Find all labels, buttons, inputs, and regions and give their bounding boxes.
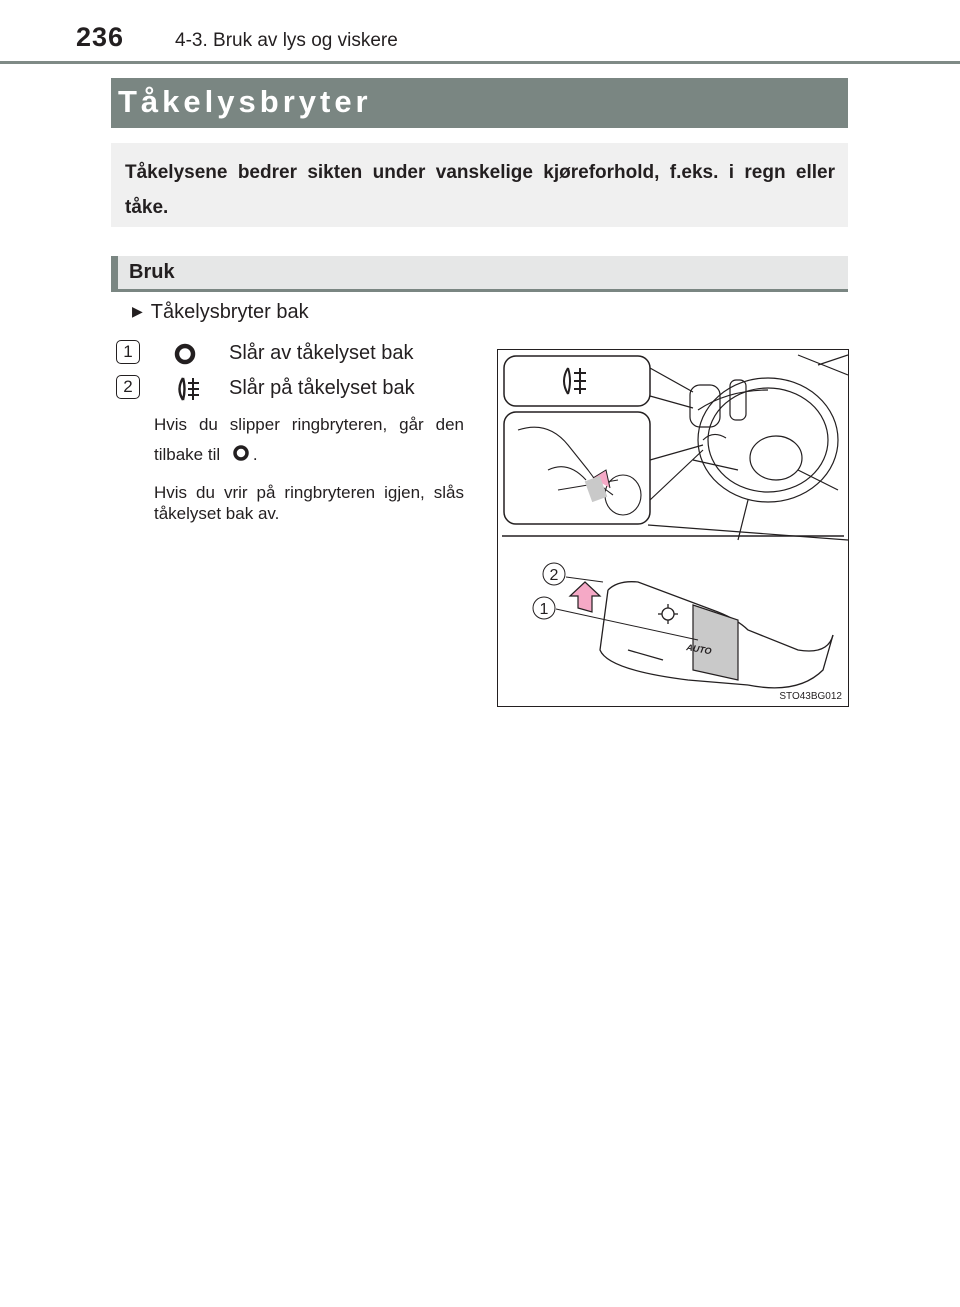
- section-header: [111, 256, 848, 292]
- intro-box: [111, 143, 848, 227]
- rotate-arrow-icon: [570, 582, 600, 612]
- intro-text: Tåkelysene bedrer sikten under vanskelige kjøreforhold, f.eks. i regn eller tåke.: [125, 162, 835, 218]
- callout-1: 1: [539, 601, 549, 618]
- zoom-callout-hand-view: [504, 412, 650, 524]
- auto-label: AUTO: [685, 642, 713, 657]
- switch-diagram: [498, 350, 848, 706]
- callout-2: 2: [549, 567, 559, 584]
- item-label-1: Slår av tåkelyset bak: [229, 342, 414, 364]
- triangle-bullet-icon: ▶: [132, 303, 143, 319]
- page-title: Tåkelysbryter: [118, 84, 372, 119]
- item-label-2: Slår på tåkelyset bak: [229, 377, 415, 399]
- note-return-end: .: [252, 445, 258, 464]
- subheading: [132, 301, 309, 324]
- fog-ring-switch: [693, 605, 738, 680]
- title-banner: [111, 78, 848, 128]
- fog-switch-illustration: [497, 349, 849, 707]
- header-divider: [0, 61, 960, 64]
- chapter-title: 4-3. Bruk av lys og viskere: [175, 30, 398, 51]
- note-return: [154, 410, 464, 470]
- rear-fog-light-icon: [174, 376, 204, 402]
- step-number-2: 2: [116, 375, 140, 399]
- subheading-text: Tåkelysbryter bak: [150, 301, 309, 323]
- fog-off-inline-icon: [231, 444, 251, 462]
- note-return-text: Hvis du slipper ringbryteren, går den tilbake til: [154, 415, 464, 464]
- figure-code: STO43BG012: [779, 691, 842, 702]
- steering-wheel-sketch: [648, 355, 848, 540]
- section-title: Bruk: [129, 261, 175, 283]
- fog-off-icon: [174, 342, 196, 366]
- note-turn-again: Hvis du vrir på ringbryteren igjen, slås tåkelyset bak av.: [154, 483, 464, 523]
- page-number: 236: [76, 22, 125, 52]
- section-accent-bar: [111, 256, 118, 292]
- step-number-1: 1: [116, 340, 140, 364]
